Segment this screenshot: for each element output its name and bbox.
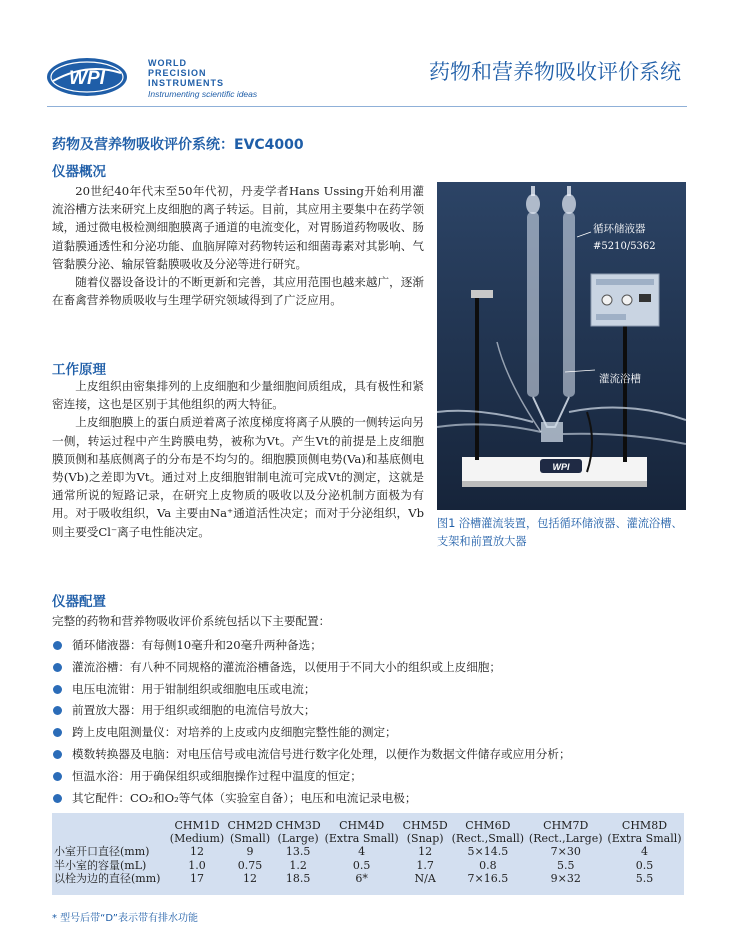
bullet-icon [53,750,62,759]
company-name-line-3: INSTRUMENTS [148,78,224,88]
config-intro: 完整的药物和营养物吸收评价系统包括以下主要配置： [52,614,331,628]
table-cell: 12 [190,845,204,858]
table-cell: 13.5 [285,845,311,858]
config-item-clamp: 电压电流钳：用于钳制组织或细胞电压或电流； [72,681,316,696]
column-header: CHM6D (Rect.,Small) [451,819,525,845]
list-item [52,722,692,744]
list-item [52,744,692,766]
figure-label-chamber: 灌流浴槽 [599,373,641,385]
table-row [52,845,684,859]
perfusion-apparatus-photo [437,182,686,510]
table-row [52,872,684,886]
column-header: CHM2D (Small) [227,819,273,845]
table-cell: 4 [358,845,366,858]
table-cell: 5×14.5 [467,845,509,858]
company-name-line-2: PRECISION [148,68,207,78]
list-item [52,788,692,810]
row-header: 小室开口直径(mm) [54,845,150,858]
table-cell: 6* [355,872,368,885]
figure-label-reservoir-model: #5210/5362 [593,241,656,252]
config-heading: 仪器配置 [52,594,106,610]
table-cell: 7×16.5 [467,872,509,885]
bullet-icon [53,728,62,737]
config-list [52,635,692,809]
overview-paragraph-2: 随着仪器设备设计的不断更新和完善，其应用范围也越来越广，逐渐在畜禽营养物质吸收与生理学研究领域得到了广泛应用。 [52,275,424,308]
svg-text:WPI: WPI [69,68,105,89]
table-cell: 5.5 [635,872,654,885]
table-footnote: * 型号后带“D”表示带有排水功能 [52,913,198,924]
config-item-chamber: 灌流浴槽：有八种不同规格的灌流浴槽备选，以便用于不同大小的组织或上皮细胞； [72,659,501,674]
config-item-waterbath: 恒温水浴：用于确保组织或细胞操作过程中温度的恒定； [72,768,362,783]
table-cell: 0.5 [352,858,371,872]
company-name-line-1: WORLD [148,58,187,68]
table-cell: 18.5 [285,872,311,885]
table-cell: 12 [418,845,433,858]
wpi-logo [47,58,127,96]
column-header: CHM8D (Extra Small) [607,819,682,845]
table-corner [52,819,168,845]
list-item [52,635,692,657]
table-row [52,859,684,873]
table-cell: 0.5 [635,858,654,872]
column-header: CHM1D (Medium) [169,819,225,845]
bullet-icon [53,685,62,694]
list-item [52,700,692,722]
table-cell: 12 [243,872,258,885]
table-cell: 17 [190,872,204,885]
list-item [52,766,692,788]
table-cell: 0.8 [479,858,497,872]
table-cell: 1.0 [188,858,206,872]
header-divider [47,106,687,107]
company-tagline: Instrumenting scientific ideas [148,89,258,99]
column-header: CHM4D (Extra Small) [324,819,399,845]
bullet-icon [53,663,62,672]
spec-table [52,813,684,895]
principle-paragraph-2: 上皮细胞膜上的蛋白质逆着离子浓度梯度将离子从膜的一侧转运向另一侧，转运过程中产生跨膜电势，被称为Vt。产生Vt的前提是上皮细胞膜顶侧和基底侧离子的分布是不均匀的。细胞膜顶侧电势(Va)和基底侧电势(Vb)之差即为Vt。通过对上皮细胞钳制电流可完成Vt的测定，这就是通常所说的短路记录，在研究上皮物质的吸收以及分泌机制方面极为有用。对于吸收组织，Va 主要由Na⁺通道活性决定；而对于分泌组织，Vb 则主要受Cl⁻离子电性能决定。 [52,415,424,539]
bullet-icon [53,641,62,650]
bullet-icon [53,794,62,803]
figure-caption: 图1 浴槽灌流装置，包括循环储液器、灌流浴槽、支架和前置放大器 [437,517,683,548]
page-header [0,0,735,112]
table-cell: 4 [640,845,648,858]
config-item-preamp: 前置放大器：用于组织或细胞的电流信号放大； [72,703,316,718]
list-item [52,679,692,701]
column-header: CHM7D (Rect.,Large) [528,819,603,845]
config-item-teer: 跨上皮电阻测量仪：对培养的上皮或内皮细胞完整性能的测定； [72,725,397,740]
table-cell: N/A [414,872,436,885]
table-cell: 1.2 [289,858,307,872]
row-header: 半小室的容量(mL) [54,858,147,872]
page-title: 药物和营养物吸收评价系统 [429,60,681,84]
principle-paragraph-1: 上皮组织由密集排列的上皮细胞和少量细胞间质组成，具有极性和紧密连接，这也是区别于其他组织的两大特征。 [52,379,424,412]
company-name [148,58,257,100]
config-item-accessories: 其它配件：CO₂和O₂等气体（实验室自备）；电压和电流记录电极； [72,790,417,805]
config-item-reservoir: 循环储液器：有每侧10毫升和20毫升两种备选； [72,638,322,652]
bullet-icon [53,772,62,781]
apparatus-illustration [437,182,686,510]
table-cell: 0.75 [237,858,263,872]
table-cell: 1.7 [416,858,434,872]
overview-text [52,182,424,309]
config-item-adc: 模数转换器及电脑：对电压信号或电流信号进行数字化处理，以便作为数据文件储存或应用分析； [72,746,571,761]
table-cell: 7×30 [550,845,581,858]
list-item [52,657,692,679]
table-cell: 9×32 [550,872,581,885]
figure-label-reservoir: 循环储液器 [593,223,646,235]
svg-text:WPI: WPI [552,462,570,472]
column-header: CHM5D (Snap) [402,819,448,845]
column-header: CHM3D (Large) [275,819,321,845]
overview-paragraph-1: 20世纪40年代末至50年代初，丹麦学者Hans Ussing开始利用灌流浴槽方法来研究上皮细胞的离子转运。目前，其应用主要集中在药学领域，通过微电极检测细胞膜离子通道的电流变化，对胃肠道药物吸收、肠道黏膜通透性和分泌功能、血脑屏障对药物转运和细菌毒素对其影响、气管黏膜分泌、输尿管黏膜吸收及分泌等进行研究。 [52,184,424,271]
principle-heading: 工作原理 [52,362,106,378]
table-cell: 5.5 [556,858,575,872]
row-header: 以栓为边的直径(mm) [54,872,161,885]
overview-heading: 仪器概况 [52,164,106,180]
product-title: 药物及营养物吸收评价系统：EVC4000 [52,137,304,153]
table-cell: 9 [246,845,254,858]
table-header-row [52,819,684,845]
principle-text [52,377,424,541]
spec-table-grid [52,819,684,886]
wpi-logo-mark [47,58,127,96]
bullet-icon [53,706,62,715]
